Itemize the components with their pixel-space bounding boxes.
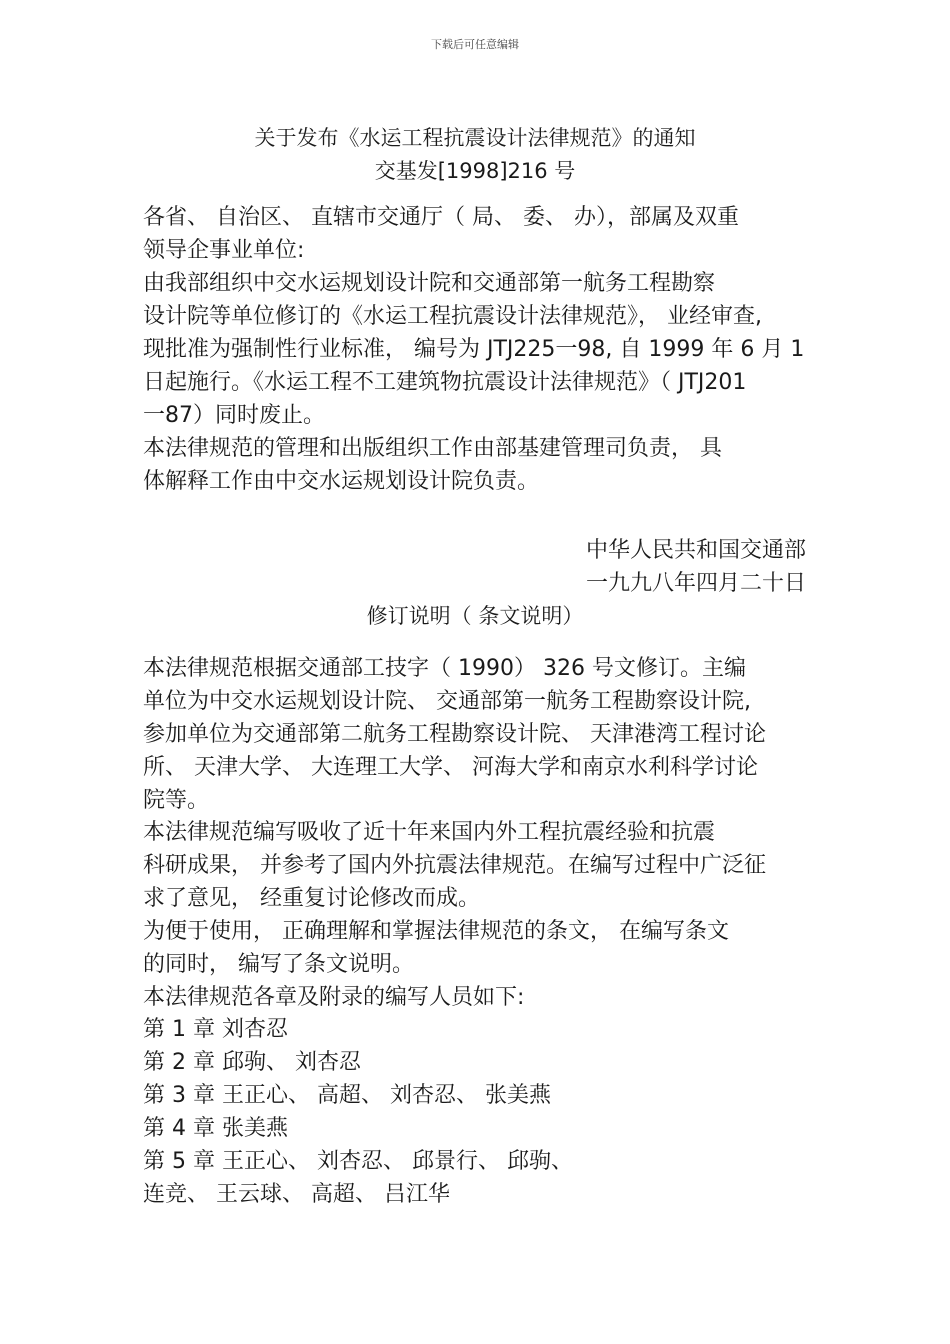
notice-title: 关于发布《水运工程抗震设计法律规范》的通知 [254,126,696,150]
author-line: 第 1 章 刘杏忍 [143,1017,288,1042]
explanation-title: 修订说明（ 条文说明） [366,604,584,628]
page-header: 下载后可任意编辑 [431,38,519,51]
author-line: 第 2 章 邱驹、 刘杏忍 [143,1050,361,1075]
notice-line: 日起施行。《水运工程不工建筑物抗震设计法律规范》（ JTJ201 [143,370,747,395]
explanation-line: 本法律规范编写吸收了近十年来国内外工程抗震经验和抗震 [143,820,716,845]
explanation-line: 求了意见， 经重复讨论修改而成。 [143,886,480,911]
notice-line: 体解释工作由中交水运规划设计院负责。 [143,469,540,494]
notice-line: 由我部组织中交水运规划设计院和交通部第一航务工程勘察 [143,271,716,296]
notice-line: 一87）同时废止。 [143,403,325,428]
author-line: 第 4 章 张美燕 [143,1116,288,1141]
explanation-line: 科研成果， 并参考了国内外抗震法律规范。在编写过程中广泛征 [143,853,766,878]
explanation-line: 本法律规范根据交通部工技字（ 1990） 326 号文修订。主编 [143,656,746,681]
notice-line: 领导企事业单位: [143,238,305,263]
explanation-line: 为便于使用， 正确理解和掌握法律规范的条文， 在编写条文 [143,919,729,944]
notice-line: 现批准为强制性行业标准， 编号为 JTJ225一98, 自 1999 年 6 月 1 [143,337,805,362]
author-line: 连竞、 王云球、 高超、 吕江华 [143,1182,450,1207]
notice-line: 设计院等单位修订的《水运工程抗震设计法律规范》， 业经审查, [143,304,762,329]
notice-doc-number: 交基发[1998]216 号 [374,159,576,183]
explanation-line: 本法律规范各章及附录的编写人员如下: [143,985,525,1010]
notice-line: 本法律规范的管理和出版组织工作由部基建管理司负责， 具 [143,436,722,461]
author-line: 第 3 章 王正心、 高超、 刘杏忍、 张美燕 [143,1083,551,1108]
explanation-line: 参加单位为交通部第二航务工程勘察设计院、 天津港湾工程讨论 [143,722,766,747]
explanation-line: 的同时， 编写了条文说明。 [143,952,414,977]
signature-org: 中华人民共和国交通部 [585,538,806,563]
explanation-line: 所、 天津大学、 大连理工大学、 河海大学和南京水利科学讨论 [143,755,758,780]
explanation-line: 单位为中交水运规划设计院、 交通部第一航务工程勘察设计院, [143,689,751,714]
author-line: 第 5 章 王正心、 刘杏忍、 邱景行、 邱驹、 [143,1149,573,1174]
explanation-line: 院等。 [143,788,210,813]
signature-date: 一九九八年四月二十日 [585,571,806,596]
notice-line: 各省、 自治区、 直辖市交通厅（ 局、 委、 办），部属及双重 [143,205,739,230]
